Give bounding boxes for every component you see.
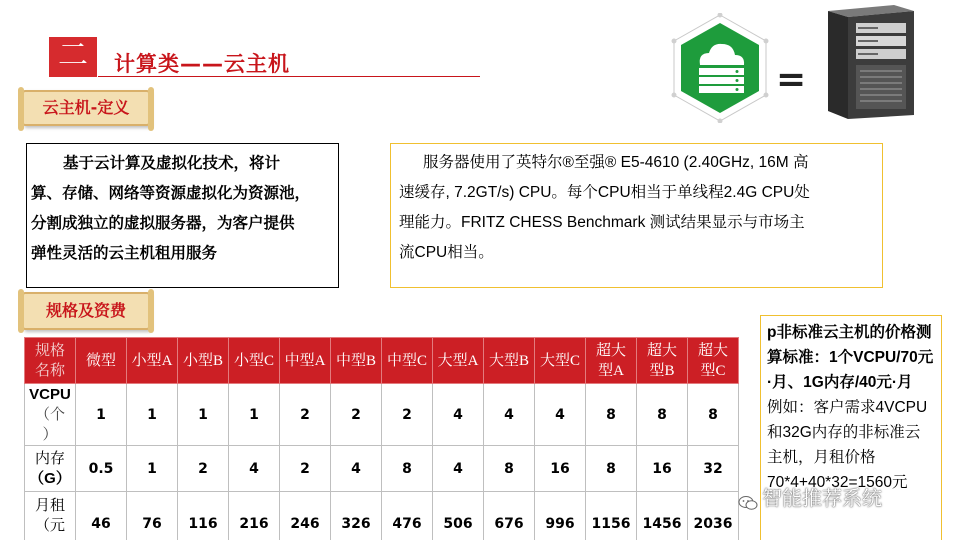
column-header: 超大 型B: [637, 338, 688, 384]
table-cell-value: 506: [443, 516, 473, 532]
table-cell: 4: [433, 446, 484, 492]
row-header-bold: VCPU: [29, 385, 71, 403]
table-cell: [280, 492, 331, 540]
table-cell: [586, 492, 637, 540]
row-header-rest: （个 ）: [34, 406, 65, 443]
column-header: 中型A: [280, 338, 331, 384]
section-number: 二: [49, 37, 97, 77]
definition-line: 弹性灵活的云主机租用服务: [31, 244, 218, 262]
pricing-standard: p非标准云主机的价格测算标准：1个VCPU/70元·月、1G内存/40元·月: [767, 324, 934, 391]
table-cell: 1: [229, 384, 280, 446]
table-cell-value: 116: [188, 516, 218, 532]
definition-ribbon-label: 云主机-定义: [22, 90, 150, 126]
table-cell: 2: [331, 384, 382, 446]
row-header-rest: （G）: [29, 469, 71, 487]
table-row: [25, 492, 739, 540]
cloud-server-logo-icon: [665, 13, 775, 123]
table-cell: 2: [178, 446, 229, 492]
row-header-rest: （元: [34, 518, 65, 534]
page-title: 计算类——云主机: [114, 52, 290, 76]
table-cell: [484, 492, 535, 540]
table-cell: 1: [178, 384, 229, 446]
spec-ribbon-label: 规格及资费: [22, 292, 150, 330]
table-cell: [637, 492, 688, 540]
corner-header-label: 规格 名称: [34, 342, 65, 379]
table-cell-value: 246: [290, 516, 320, 532]
equals-sign: =: [776, 59, 807, 100]
table-header-row: [25, 338, 739, 384]
watermark-text: 智能推荐系统: [762, 486, 882, 510]
table-cell: 32: [688, 446, 739, 492]
table-cell: 8: [484, 446, 535, 492]
table-cell-value: 1456: [642, 516, 682, 532]
spec-table: [24, 337, 739, 540]
table-cell-value: 326: [341, 516, 371, 532]
table-cell-value: 996: [545, 516, 575, 532]
table-cell: 4: [433, 384, 484, 446]
table-cell: 1: [127, 384, 178, 446]
cpu-description-line: 速缓存, 7.2GT/s) CPU。每个CPU相当于单线程2.4G CPU处: [399, 184, 810, 201]
column-header: 超大 型A: [586, 338, 637, 384]
row-header: [25, 492, 76, 540]
table-cell: 4: [229, 446, 280, 492]
cpu-description-box: [390, 143, 883, 288]
table-cell-value: 1156: [591, 516, 631, 532]
table-cell: [76, 492, 127, 540]
title-underline: [98, 76, 480, 77]
table-cell-value: 46: [91, 516, 111, 532]
table-cell: [331, 492, 382, 540]
wechat-icon: [738, 492, 758, 508]
table-row: [25, 446, 739, 492]
row-header-plain: 内存: [34, 450, 65, 467]
column-header: 中型B: [331, 338, 382, 384]
column-header: 小型B: [178, 338, 229, 384]
column-header: 小型C: [229, 338, 280, 384]
table-cell: 8: [382, 446, 433, 492]
table-cell: [688, 492, 739, 540]
table-cell: 8: [688, 384, 739, 446]
table-cell: 0.5: [76, 446, 127, 492]
table-cell: 1: [127, 446, 178, 492]
column-header: 大型C: [535, 338, 586, 384]
cpu-description-line: 流CPU相当。: [399, 244, 494, 261]
table-cell-value: 76: [142, 516, 162, 532]
definition-box: [26, 143, 339, 288]
row-header-plain: 月租: [34, 498, 65, 514]
table-row: [25, 384, 739, 446]
column-header: 超大 型C: [688, 338, 739, 384]
corner-header: [25, 338, 76, 384]
column-header: 大型B: [484, 338, 535, 384]
table-cell: [178, 492, 229, 540]
definition-line: 算、存储、网络等资源虚拟化为资源池，: [31, 184, 311, 202]
table-cell-value: 676: [494, 516, 524, 532]
table-cell-value: 476: [392, 516, 422, 532]
table-cell: 16: [637, 446, 688, 492]
column-header: 大型A: [433, 338, 484, 384]
column-header: 小型A: [127, 338, 178, 384]
definition-line: 基于云计算及虚拟化技术，将计: [63, 154, 281, 172]
table-cell-value: 2036: [693, 516, 733, 532]
cpu-description-line: 服务器使用了英特尔®至强® E5-4610 (2.40GHz, 16M 高: [423, 154, 809, 171]
table-cell: 16: [535, 446, 586, 492]
table-cell: 2: [280, 446, 331, 492]
table-cell: 4: [484, 384, 535, 446]
table-cell: 2: [382, 384, 433, 446]
table-cell-value: 216: [239, 516, 269, 532]
table-cell: 2: [280, 384, 331, 446]
pricing-example: 例如：客户需求4VCPU和32G内存的非标准云主机，月租价格: [767, 399, 928, 466]
table-cell: [535, 492, 586, 540]
table-cell: 4: [331, 446, 382, 492]
table-cell: 4: [535, 384, 586, 446]
table-cell: 8: [586, 384, 637, 446]
table-cell: [433, 492, 484, 540]
column-header: 中型C: [382, 338, 433, 384]
watermark: [738, 482, 882, 511]
table-cell: 8: [586, 446, 637, 492]
table-cell: [382, 492, 433, 540]
table-cell: 1: [76, 384, 127, 446]
table-cell: [127, 492, 178, 540]
pricing-formula: 70*4+40*32=1560元: [767, 474, 908, 491]
tower-server-icon: [818, 3, 918, 121]
table-cell: [229, 492, 280, 540]
table-cell: 8: [637, 384, 688, 446]
cpu-description-line: 理能力。FRITZ CHESS Benchmark 测试结果显示与市场主: [399, 214, 805, 231]
column-header: 微型: [76, 338, 127, 384]
row-header: [25, 446, 76, 492]
definition-line: 分割成独立的虚拟服务器，为客户提供: [31, 214, 295, 232]
row-header: [25, 384, 76, 446]
